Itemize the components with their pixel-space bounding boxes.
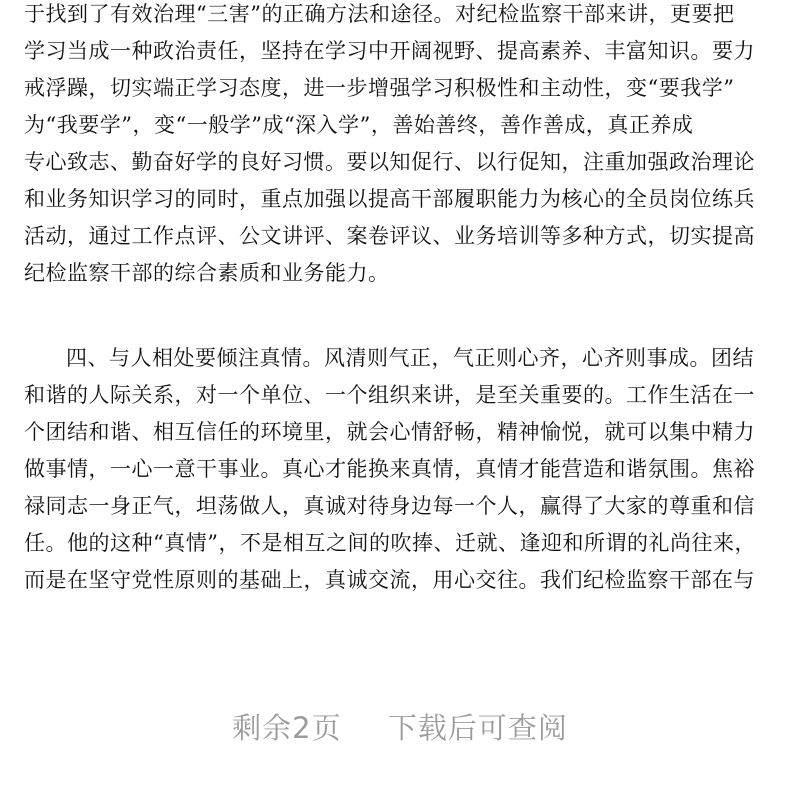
download-to-view-label[interactable]: 下载后可查阅 bbox=[387, 711, 568, 745]
text-line: 为“我要学”，变“一般学”成“深入学”，善始善终，善作善成，真正养成 bbox=[24, 113, 694, 137]
paragraph-sincerity bbox=[24, 340, 776, 599]
text-line: 学习当成一种政治责任，坚持在学习中开阔视野、提高素养、丰富知识。要力 bbox=[24, 39, 755, 63]
text-line: 戒浮躁，切实端正学习态度，进一步增强学习积极性和主动性，变“要我学” bbox=[24, 76, 735, 100]
text-line: 和业务知识学习的同时，重点加强以提高干部履职能力为核心的全员岗位练兵 bbox=[24, 187, 755, 211]
paragraph-heading-line: 四、与人相处要倾注真情。风清则气正，气正则心齐，心齐则事成。团结 bbox=[66, 346, 754, 370]
remaining-pages-label: 剩余2页 bbox=[232, 711, 342, 745]
text-line: 任。他的这种“真情”，不是相互之间的吹捧、迁就、逢迎和所谓的礼尚往来， bbox=[24, 531, 756, 555]
text-line: 禄同志一身正气，坦荡做人，真诚对待身边每一个人，赢得了大家的尊重和信 bbox=[24, 494, 755, 518]
text-line: 于找到了有效治理“三害”的正确方法和途径。对纪检监察干部来讲，更要把 bbox=[24, 2, 735, 26]
text-line: 活动，通过工作点评、公文讲评、案卷评议、业务培训等多种方式，切实提高 bbox=[24, 224, 755, 248]
text-line: 而是在坚守党性原则的基础上，真诚交流，用心交往。我们纪检监察干部在与 bbox=[24, 568, 755, 592]
text-line: 纪检监察干部的综合素质和业务能力。 bbox=[24, 261, 390, 285]
text-line: 专心致志、勤奋好学的良好习惯。要以知促行、以行促知，注重加强政治理论 bbox=[24, 150, 755, 174]
text-line: 做事情，一心一意干事业。真心才能换来真情，真情才能营造和谐氛围。焦裕 bbox=[24, 457, 755, 481]
paragraph-study bbox=[24, 0, 776, 292]
text-line: 和谐的人际关系，对一个单位、一个组织来讲，是至关重要的。工作生活在一 bbox=[24, 383, 755, 407]
text-line: 个团结和谐、相互信任的环境里，就会心情舒畅，精神愉悦，就可以集中精力 bbox=[24, 420, 755, 444]
download-prompt[interactable] bbox=[0, 706, 800, 747]
